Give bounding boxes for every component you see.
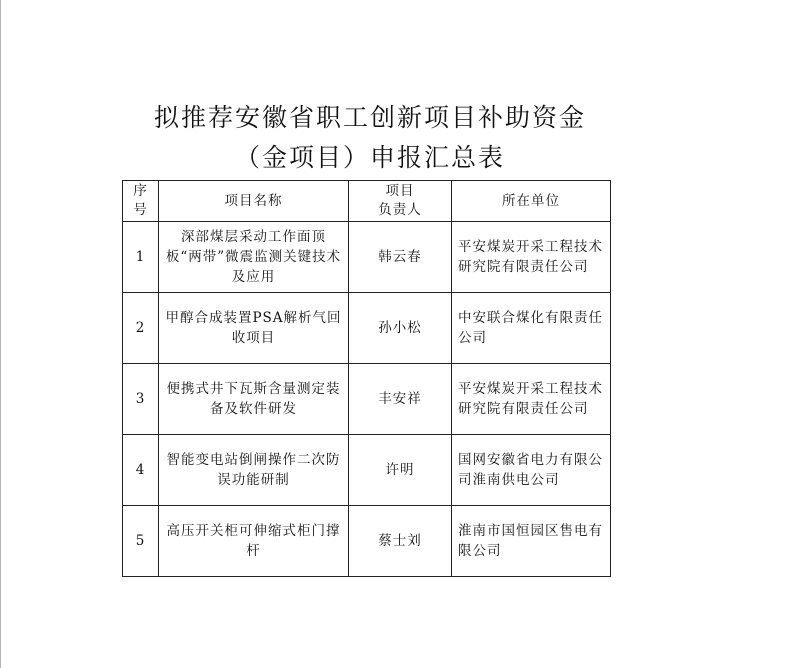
page-left-border [0, 0, 1, 668]
row-project-name [159, 435, 349, 506]
document-title-line-1: 拟推荐安徽省职工创新项目补助资金 [153, 103, 586, 132]
row-responsible-person: 许明 [349, 435, 452, 506]
table-header-row [123, 181, 611, 222]
header-organization: 所在单位 [452, 181, 611, 222]
row-organization-text: 平安煤炭开采工程技术研究院有限责任公司 [458, 381, 603, 417]
table-row [123, 293, 611, 364]
header-serial-line-1: 序 [133, 183, 148, 199]
row-organization [452, 435, 611, 506]
row-organization [452, 364, 611, 435]
row-project-name-text: 深部煤层采动工作面顶板“两带”微震监测关键技术及应用 [165, 229, 342, 285]
header-responsible-person [349, 181, 452, 222]
summary-table [122, 180, 611, 577]
row-serial-number: 4 [123, 435, 159, 506]
row-serial-number: 1 [123, 222, 159, 293]
row-project-name [159, 293, 349, 364]
table-row [123, 506, 611, 577]
row-serial-number: 2 [123, 293, 159, 364]
row-organization [452, 293, 611, 364]
row-responsible-person: 蔡士刘 [349, 506, 452, 577]
row-responsible-person: 孙小松 [349, 293, 452, 364]
row-serial-number: 3 [123, 364, 159, 435]
row-project-name-text: 便携式井下瓦斯含量测定装备及软件研发 [166, 381, 341, 417]
row-organization [452, 506, 611, 577]
row-organization-text: 国网安徽省电力有限公司淮南供电公司 [458, 452, 603, 488]
table-row [123, 222, 611, 293]
row-organization-text: 平安煤炭开采工程技术研究院有限责任公司 [458, 239, 603, 275]
header-project-name: 项目名称 [159, 181, 349, 222]
header-responsible-line-2: 负责人 [378, 202, 422, 218]
header-serial-line-2: 号 [133, 202, 148, 218]
row-organization [452, 222, 611, 293]
document-title-line-2: （金项目）申报汇总表 [234, 143, 505, 172]
row-responsible-person: 韩云春 [349, 222, 452, 293]
table-row [123, 435, 611, 506]
row-project-name [159, 364, 349, 435]
row-responsible-person: 丰安祥 [349, 364, 452, 435]
row-project-name [159, 222, 349, 293]
row-project-name-text: 智能变电站倒闸操作二次防误功能研制 [166, 452, 341, 488]
row-project-name-text: 高压开关柜可伸缩式柜门撑杆 [166, 523, 341, 559]
row-organization-text: 淮南市国恒园区售电有限公司 [458, 523, 603, 559]
row-organization-text: 中安联合煤化有限责任公司 [458, 310, 603, 346]
row-serial-number: 5 [123, 506, 159, 577]
row-project-name-text: 甲醇合成装置PSA解析气回收项目 [165, 310, 342, 346]
header-responsible-line-1: 项目 [385, 183, 415, 199]
table-row [123, 364, 611, 435]
header-serial-number [123, 181, 159, 222]
row-project-name [159, 506, 349, 577]
